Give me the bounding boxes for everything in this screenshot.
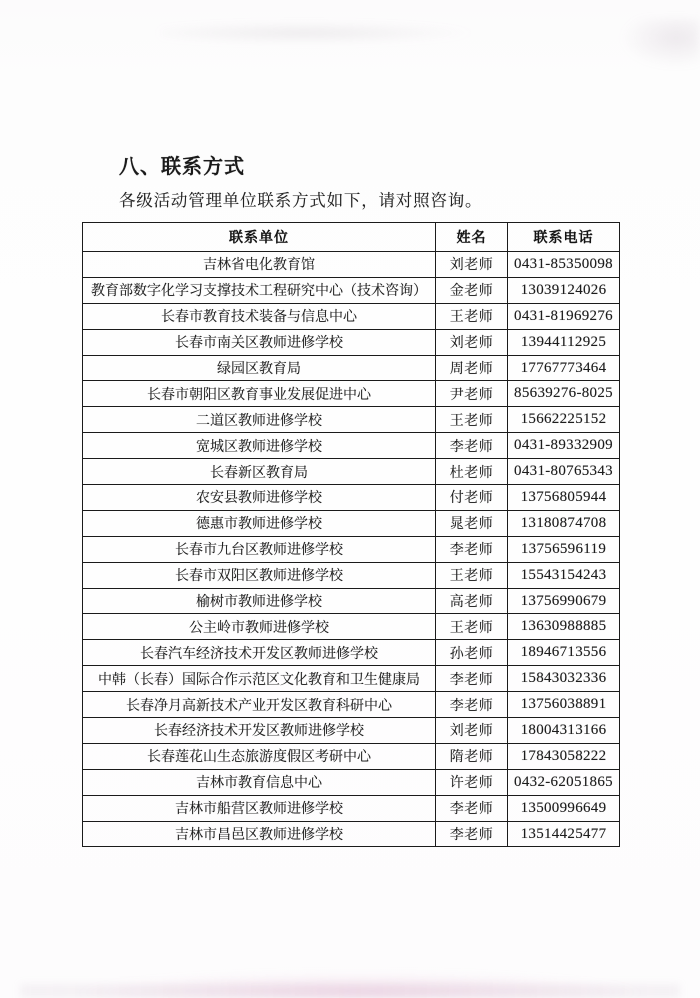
header-unit: 联系单位	[83, 223, 436, 252]
phone-cell: 17843058222	[508, 743, 620, 769]
table-row	[83, 510, 620, 536]
phone-cell: 13180874708	[508, 510, 620, 536]
name-cell: 李老师	[436, 666, 508, 692]
header-phone: 联系电话	[508, 223, 620, 252]
phone-cell: 13500996649	[508, 795, 620, 821]
name-cell: 许老师	[436, 769, 508, 795]
phone-cell: 13756596119	[508, 536, 620, 562]
table-row	[83, 355, 620, 381]
name-cell: 李老师	[436, 536, 508, 562]
phone-cell: 13039124026	[508, 277, 620, 303]
table-row	[83, 303, 620, 329]
phone-cell: 85639276-8025	[508, 381, 620, 407]
phone-cell: 0431-81969276	[508, 303, 620, 329]
unit-cell: 宽城区教师进修学校	[83, 433, 436, 459]
table-row	[83, 407, 620, 433]
table-row	[83, 329, 620, 355]
table-row	[83, 795, 620, 821]
phone-cell: 13756805944	[508, 485, 620, 511]
table-row	[83, 666, 620, 692]
unit-cell: 教育部数字化学习支撑技术工程研究中心（技术咨询）	[83, 277, 436, 303]
unit-cell: 农安县教师进修学校	[83, 485, 436, 511]
table-row	[83, 485, 620, 511]
name-cell: 杜老师	[436, 459, 508, 485]
name-cell: 王老师	[436, 303, 508, 329]
name-cell: 金老师	[436, 277, 508, 303]
table-row	[83, 459, 620, 485]
unit-cell: 绿园区教育局	[83, 355, 436, 381]
scan-artifact-top	[160, 22, 480, 44]
unit-cell: 德惠市教师进修学校	[83, 510, 436, 536]
unit-cell: 长春市教育技术装备与信息中心	[83, 303, 436, 329]
section-heading: 八、联系方式	[119, 156, 245, 178]
name-cell: 李老师	[436, 821, 508, 847]
phone-cell: 13756990679	[508, 588, 620, 614]
name-cell: 李老师	[436, 433, 508, 459]
table-row	[83, 692, 620, 718]
name-cell: 孙老师	[436, 640, 508, 666]
phone-cell: 0431-80765343	[508, 459, 620, 485]
name-cell: 隋老师	[436, 743, 508, 769]
phone-cell: 0431-89332909	[508, 433, 620, 459]
phone-cell: 13944112925	[508, 329, 620, 355]
table-row	[83, 277, 620, 303]
scan-artifact-bottom-edge	[20, 984, 680, 998]
scan-artifact-top-right	[620, 18, 700, 68]
name-cell: 刘老师	[436, 329, 508, 355]
unit-cell: 长春市朝阳区教育事业发展促进中心	[83, 381, 436, 407]
phone-cell: 13514425477	[508, 821, 620, 847]
unit-cell: 长春莲花山生态旅游度假区考研中心	[83, 743, 436, 769]
table-row	[83, 381, 620, 407]
name-cell: 王老师	[436, 614, 508, 640]
unit-cell: 吉林省电化教育馆	[83, 252, 436, 278]
table-row	[83, 562, 620, 588]
name-cell: 晁老师	[436, 510, 508, 536]
contact-table	[82, 222, 620, 847]
unit-cell: 公主岭市教师进修学校	[83, 614, 436, 640]
header-name: 姓名	[436, 223, 508, 252]
phone-cell: 13756038891	[508, 692, 620, 718]
table-row	[83, 433, 620, 459]
unit-cell: 中韩（长春）国际合作示范区文化教育和卫生健康局	[83, 666, 436, 692]
name-cell: 李老师	[436, 692, 508, 718]
phone-cell: 13630988885	[508, 614, 620, 640]
name-cell: 王老师	[436, 562, 508, 588]
table-row	[83, 252, 620, 278]
unit-cell: 榆树市教师进修学校	[83, 588, 436, 614]
scan-artifact-bottom	[80, 972, 640, 998]
unit-cell: 长春市南关区教师进修学校	[83, 329, 436, 355]
unit-cell: 长春汽车经济技术开发区教师进修学校	[83, 640, 436, 666]
phone-cell: 18004313166	[508, 718, 620, 744]
unit-cell: 长春市双阳区教师进修学校	[83, 562, 436, 588]
table-row	[83, 769, 620, 795]
intro-text: 各级活动管理单位联系方式如下，请对照咨询。	[119, 191, 483, 210]
name-cell: 刘老师	[436, 718, 508, 744]
phone-cell: 18946713556	[508, 640, 620, 666]
table-row	[83, 743, 620, 769]
name-cell: 高老师	[436, 588, 508, 614]
name-cell: 刘老师	[436, 252, 508, 278]
unit-cell: 长春新区教育局	[83, 459, 436, 485]
table-row	[83, 640, 620, 666]
unit-cell: 吉林市昌邑区教师进修学校	[83, 821, 436, 847]
table-row	[83, 614, 620, 640]
phone-cell: 15543154243	[508, 562, 620, 588]
phone-cell: 0432-62051865	[508, 769, 620, 795]
name-cell: 李老师	[436, 795, 508, 821]
unit-cell: 吉林市船营区教师进修学校	[83, 795, 436, 821]
table-row	[83, 536, 620, 562]
unit-cell: 长春净月高新技术产业开发区教育科研中心	[83, 692, 436, 718]
phone-cell: 15843032336	[508, 666, 620, 692]
phone-cell: 15662225152	[508, 407, 620, 433]
unit-cell: 长春市九台区教师进修学校	[83, 536, 436, 562]
phone-cell: 0431-85350098	[508, 252, 620, 278]
unit-cell: 吉林市教育信息中心	[83, 769, 436, 795]
name-cell: 付老师	[436, 485, 508, 511]
table-row	[83, 588, 620, 614]
name-cell: 王老师	[436, 407, 508, 433]
phone-cell: 17767773464	[508, 355, 620, 381]
table-row	[83, 718, 620, 744]
name-cell: 尹老师	[436, 381, 508, 407]
table-row	[83, 821, 620, 847]
name-cell: 周老师	[436, 355, 508, 381]
table-body	[83, 252, 620, 847]
unit-cell: 二道区教师进修学校	[83, 407, 436, 433]
unit-cell: 长春经济技术开发区教师进修学校	[83, 718, 436, 744]
table-header-row	[83, 223, 620, 252]
